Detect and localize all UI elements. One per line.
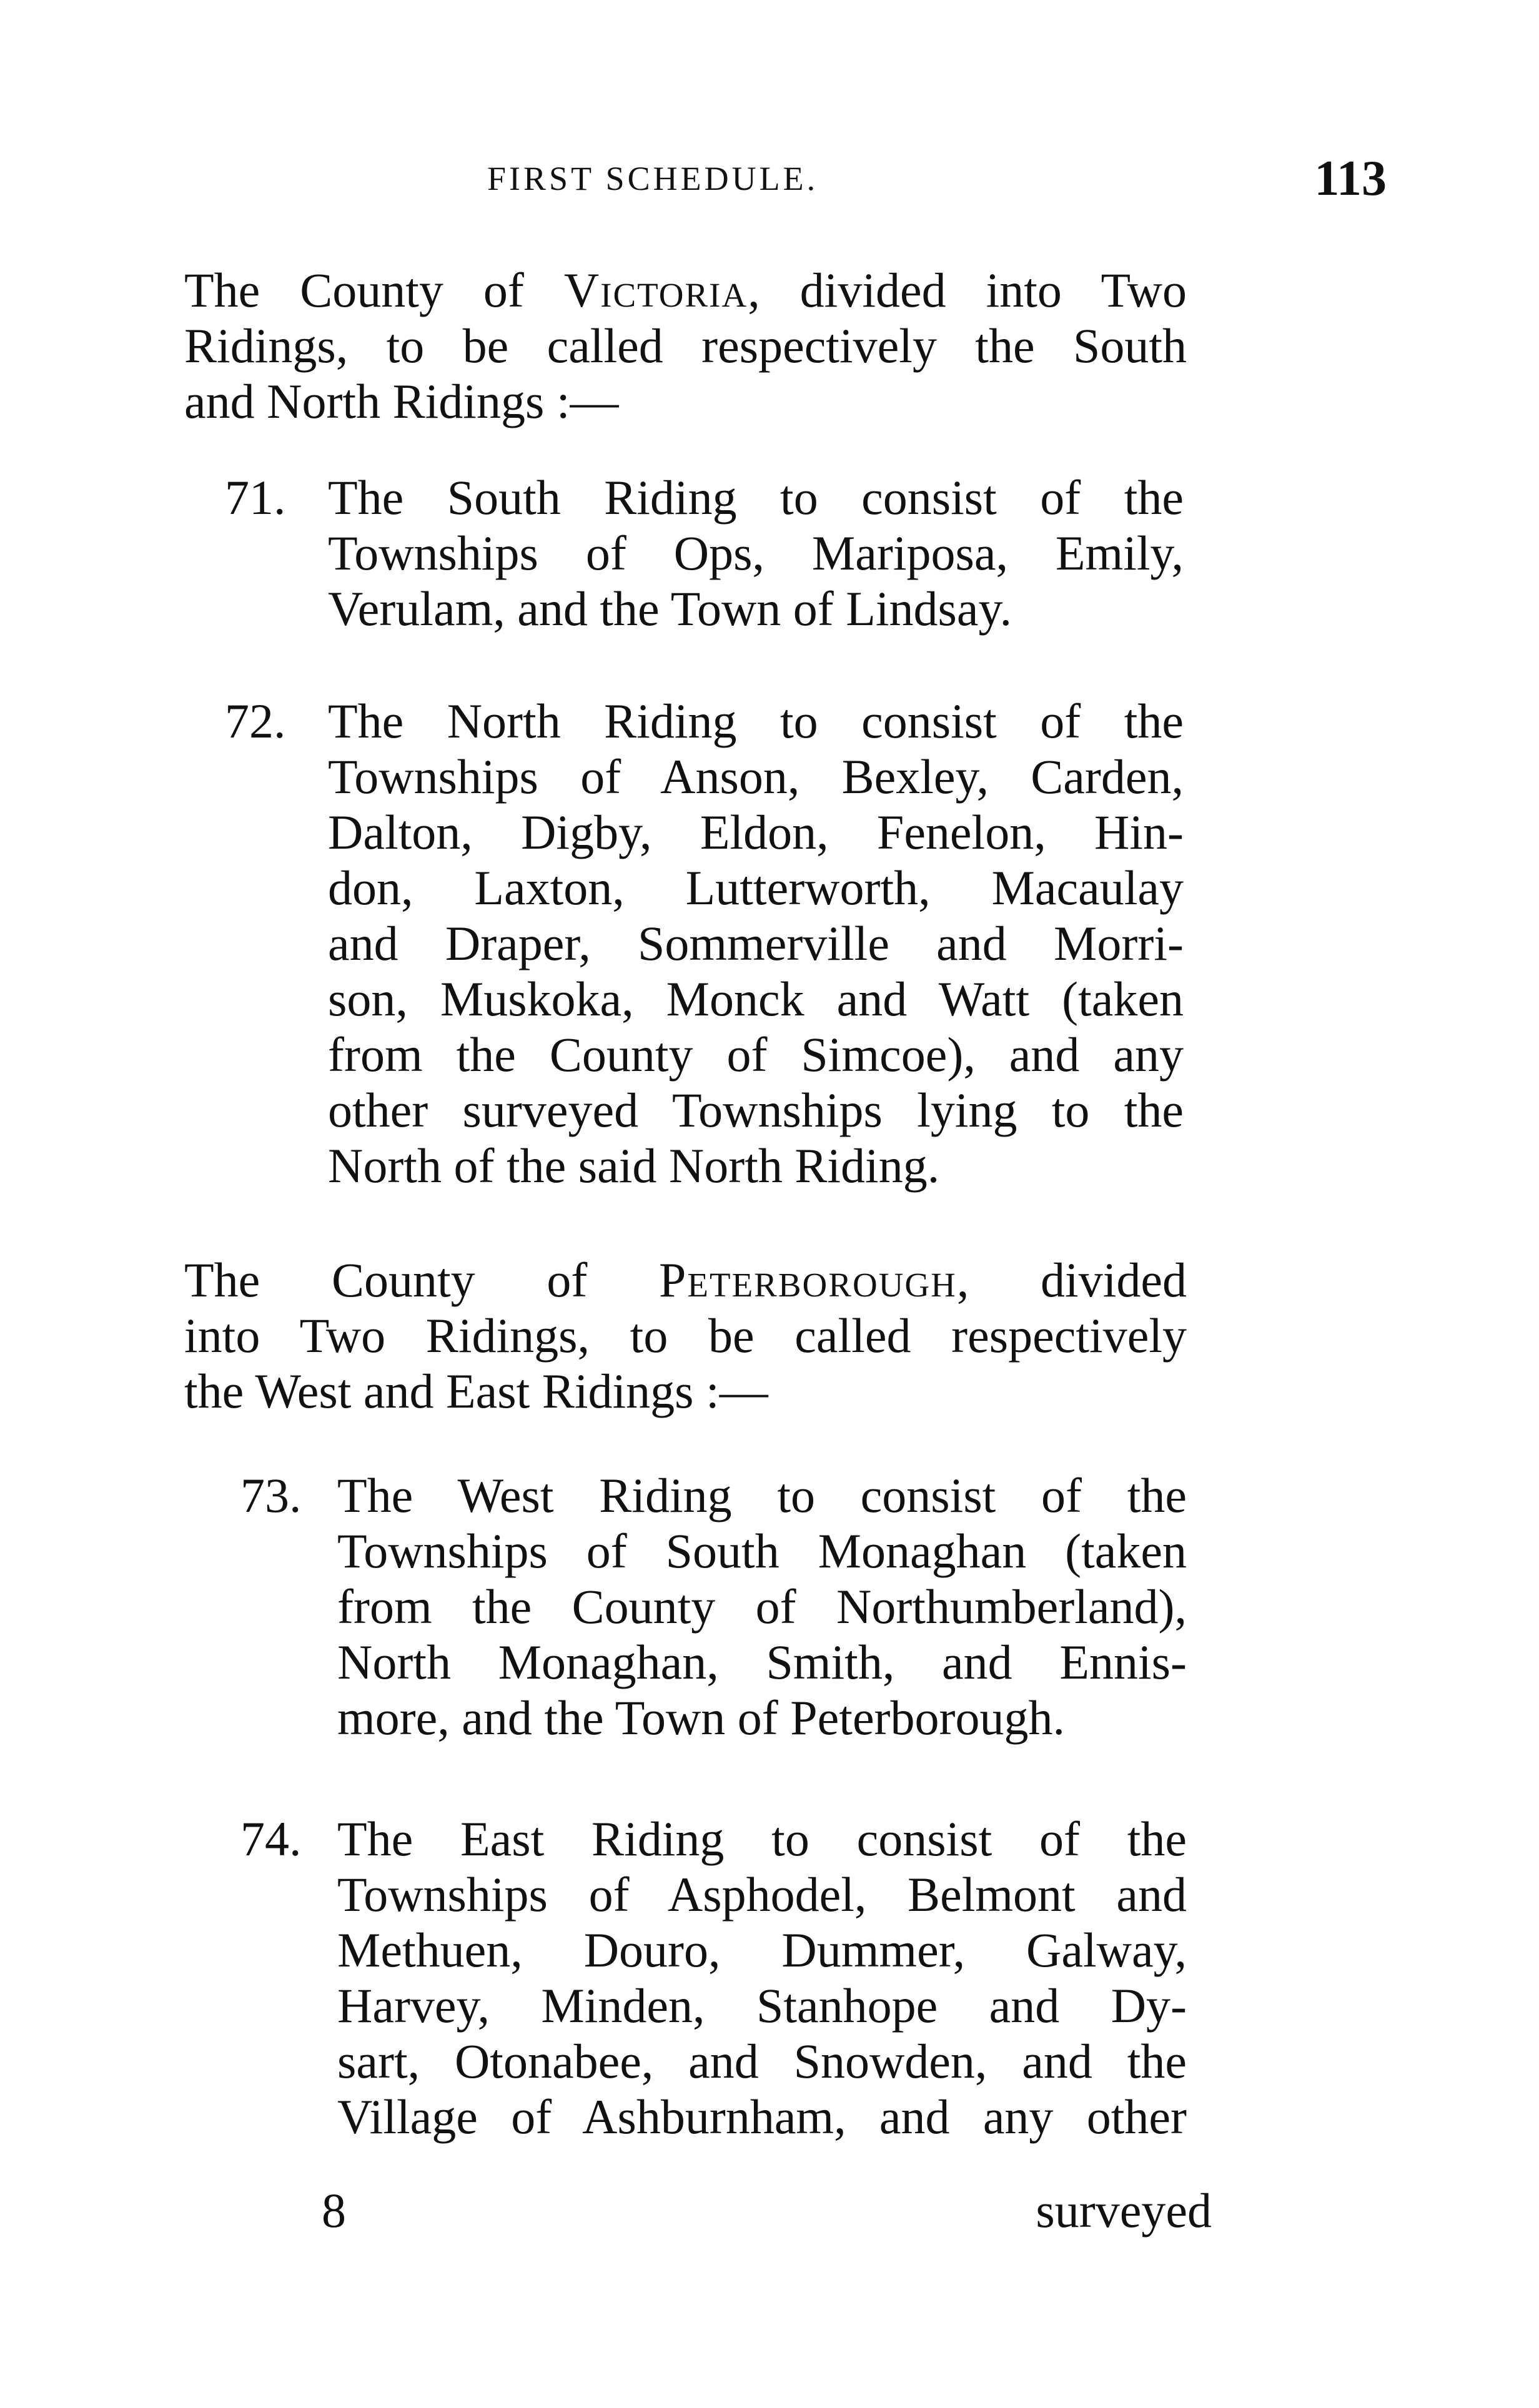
catchword: surveyed <box>1036 2183 1212 2238</box>
running-title: FIRST SCHEDULE. <box>487 160 819 197</box>
item-line: Townships of Anson, Bexley, Carden, <box>328 749 1184 804</box>
victoria-intro-line: Ridings, to be called respectively the South <box>184 318 1187 373</box>
item-line: and Draper, Sommerville and Morri- <box>328 916 1184 970</box>
item-72-text <box>328 693 1184 1193</box>
item-number-71: 71. <box>225 470 286 525</box>
item-number-72: 72. <box>225 694 286 748</box>
item-line: from the County of Northumberland), <box>337 1579 1187 1634</box>
item-line: other surveyed Townships lying to the <box>328 1083 1184 1137</box>
item-number-74: 74. <box>240 1812 302 1866</box>
county-name-peterborough: Peterborough <box>659 1253 957 1307</box>
item-74-text <box>337 1811 1187 2144</box>
item-line: don, Laxton, Lutterworth, Macaulay <box>328 861 1184 915</box>
item-line: North of the said North Riding. <box>328 1138 940 1193</box>
intro-text: The County of <box>184 263 564 317</box>
peterborough-intro-line <box>184 1252 1187 1308</box>
item-line: Townships of Ops, Mariposa, Emily, <box>328 526 1184 580</box>
intro-text: , divided <box>956 1253 1187 1307</box>
item-line: Dalton, Digby, Eldon, Fenelon, Hin- <box>328 805 1184 859</box>
item-line: sart, Otonabee, and Snowden, and the <box>337 2034 1187 2088</box>
peterborough-intro-paragraph <box>184 1252 1187 1419</box>
item-line: Verulam, and the Town of Lindsay. <box>328 581 1012 636</box>
intro-text: , divided into Two <box>748 263 1187 317</box>
item-line: Village of Ashburnham, and any other <box>337 2090 1187 2144</box>
item-line: The West Riding to consist of the <box>337 1468 1187 1522</box>
signature-mark: 8 <box>322 2183 346 2238</box>
item-line: from the County of Simcoe), and any <box>328 1027 1184 1082</box>
item-line: The South Riding to consist of the <box>328 470 1184 525</box>
county-name-victoria: Victoria <box>563 263 748 317</box>
item-line: Methuen, Douro, Dummer, Galway, <box>337 1923 1187 1977</box>
victoria-intro-line: and North Ridings :— <box>184 374 619 428</box>
item-number-73: 73. <box>240 1468 302 1522</box>
item-71-text <box>328 470 1184 636</box>
item-line: more, and the Town of Peterborough. <box>337 1690 1066 1745</box>
intro-text: The County of <box>184 1253 660 1307</box>
item-73-text <box>337 1468 1187 1745</box>
peterborough-intro-line: into Two Ridings, to be called respectively <box>184 1308 1187 1363</box>
victoria-intro-line <box>184 262 1187 318</box>
item-line: Townships of South Monaghan (taken <box>337 1524 1187 1578</box>
item-line: Harvey, Minden, Stanhope and Dy- <box>337 1978 1187 2033</box>
running-head <box>181 151 1387 215</box>
item-line: son, Muskoka, Monck and Watt (taken <box>328 972 1184 1026</box>
peterborough-intro-line: the West and East Ridings :— <box>184 1364 768 1418</box>
item-line: North Monaghan, Smith, and Ennis- <box>337 1635 1187 1689</box>
victoria-intro-paragraph <box>184 262 1187 429</box>
page-number: 113 <box>1314 151 1387 206</box>
item-line: The East Riding to consist of the <box>337 1812 1187 1866</box>
item-line: Townships of Asphodel, Belmont and <box>337 1867 1187 1922</box>
item-line: The North Riding to consist of the <box>328 694 1184 748</box>
